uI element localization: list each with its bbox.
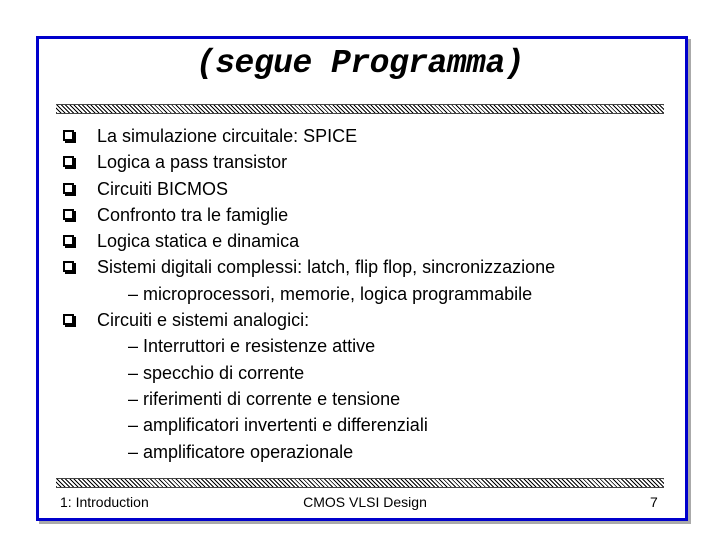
sub-bullet-text: – amplificatori invertenti e differenziali	[128, 415, 428, 436]
square-bullet-icon	[63, 209, 74, 220]
bullet-text: Circuiti e sistemi analogici:	[97, 310, 310, 331]
slide-content	[62, 123, 672, 465]
footer-course-title: CMOS VLSI Design	[303, 494, 427, 510]
bottom-hatched-rule	[56, 478, 664, 488]
bullet-text: Logica a pass transistor	[97, 152, 288, 173]
footer-page-number: 7	[650, 494, 658, 510]
list-item	[62, 228, 672, 254]
sub-bullet-text: – riferimenti di corrente e tensione	[128, 388, 401, 409]
sub-bullet-text: – Interruttori e resistenze attive	[128, 336, 376, 357]
sub-list-item	[62, 439, 672, 465]
sub-list-item	[62, 360, 672, 386]
sub-list-item	[62, 281, 672, 307]
list-item	[62, 123, 672, 149]
square-bullet-icon	[63, 130, 74, 141]
bullet-text: Sistemi digitali complessi: latch, flip flop, sincronizzazione	[97, 257, 556, 278]
list-item	[62, 202, 672, 228]
square-bullet-icon	[63, 183, 74, 194]
sub-bullet-text: – amplificatore operazionale	[128, 441, 354, 462]
list-item	[62, 149, 672, 175]
square-bullet-icon	[63, 156, 74, 167]
list-item	[62, 176, 672, 202]
sub-list-item	[62, 412, 672, 438]
top-hatched-rule	[56, 104, 664, 114]
sub-bullet-text: – microprocessori, memorie, logica programmabile	[128, 283, 533, 304]
sub-list-item	[62, 386, 672, 412]
sub-bullet-text: – specchio di corrente	[128, 362, 305, 383]
square-bullet-icon	[63, 314, 74, 325]
bullet-text: La simulazione circuitale: SPICE	[97, 126, 358, 146]
square-bullet-icon	[63, 235, 74, 246]
bullet-text: Circuiti BICMOS	[97, 178, 229, 199]
slide-title: (segue Programma)	[195, 45, 525, 82]
bullet-text: Confronto tra le famiglie	[97, 204, 289, 225]
sub-list-item	[62, 333, 672, 359]
footer-chapter: 1: Introduction	[60, 494, 149, 510]
square-bullet-icon	[63, 261, 74, 272]
list-item	[62, 307, 672, 333]
bullet-text: Logica statica e dinamica	[97, 231, 300, 252]
list-item	[62, 254, 672, 280]
